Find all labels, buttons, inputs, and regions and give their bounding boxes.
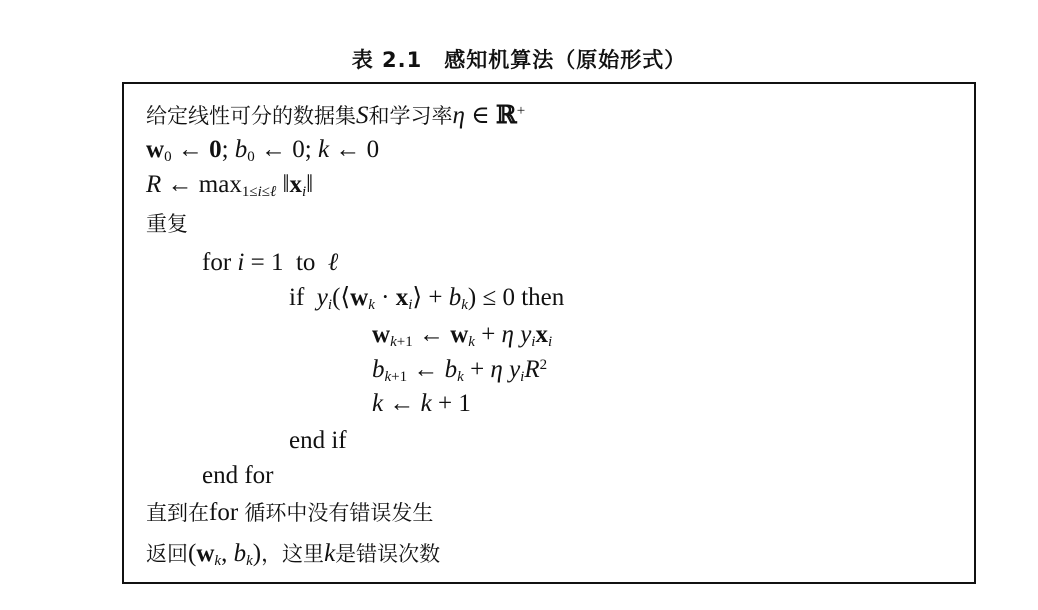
if-keyword: if bbox=[289, 284, 305, 311]
line-update-k: k ← k + 1 bbox=[372, 390, 471, 417]
for-keyword: for bbox=[202, 249, 232, 276]
and-rate-text: 和学习率 bbox=[368, 104, 453, 128]
table-caption: 表 2.1 感知机算法（原始形式） bbox=[351, 48, 687, 72]
until-suffix: 循环中没有错误发生 bbox=[244, 501, 434, 525]
line-until bbox=[146, 500, 433, 525]
line-return: 返回($w_k$, $b_k$)，这里k是错误次数 bbox=[146, 540, 441, 569]
line-end-for: end for bbox=[202, 462, 274, 489]
given-text: 给定线性可分的数据集 bbox=[146, 104, 356, 128]
line-radius: R ← $\max_{1\le i\le\ell}$ $‖x_i‖$ bbox=[146, 171, 314, 200]
line-end-if: end if bbox=[289, 427, 347, 454]
line-update-w: $w_{k+1}$ ← $w_k + \eta$ $y_ix_i$ bbox=[372, 321, 553, 350]
errors-text: 是错误次数 bbox=[335, 542, 441, 566]
then-keyword: then bbox=[521, 284, 565, 311]
here-text: ，这里 bbox=[261, 542, 325, 566]
line-if: if $y_i(⟨w_k$ · $x_i⟩ + b_k) \le 0$ then bbox=[289, 284, 565, 313]
until-for-keyword: for bbox=[209, 499, 239, 526]
line-given: 给定线性可分的数据集S和学习率η ∈ ℝ+ bbox=[146, 100, 526, 129]
to-keyword: to bbox=[295, 249, 316, 276]
line-for: for i = 1 to ℓ bbox=[202, 249, 339, 276]
line-repeat: 重复 bbox=[146, 212, 188, 236]
max-text: max bbox=[198, 171, 242, 198]
until-prefix: 直到在 bbox=[146, 501, 209, 525]
line-init: $w_0$ ← 0; $b_0$ ← 0; k ← 0 bbox=[146, 136, 380, 165]
algorithm-box bbox=[122, 82, 976, 584]
line-update-b: $b_{k+1}$ ← $b_k + \eta$ $y_iR^2$ bbox=[372, 356, 548, 385]
return-prefix: 返回 bbox=[146, 542, 188, 566]
